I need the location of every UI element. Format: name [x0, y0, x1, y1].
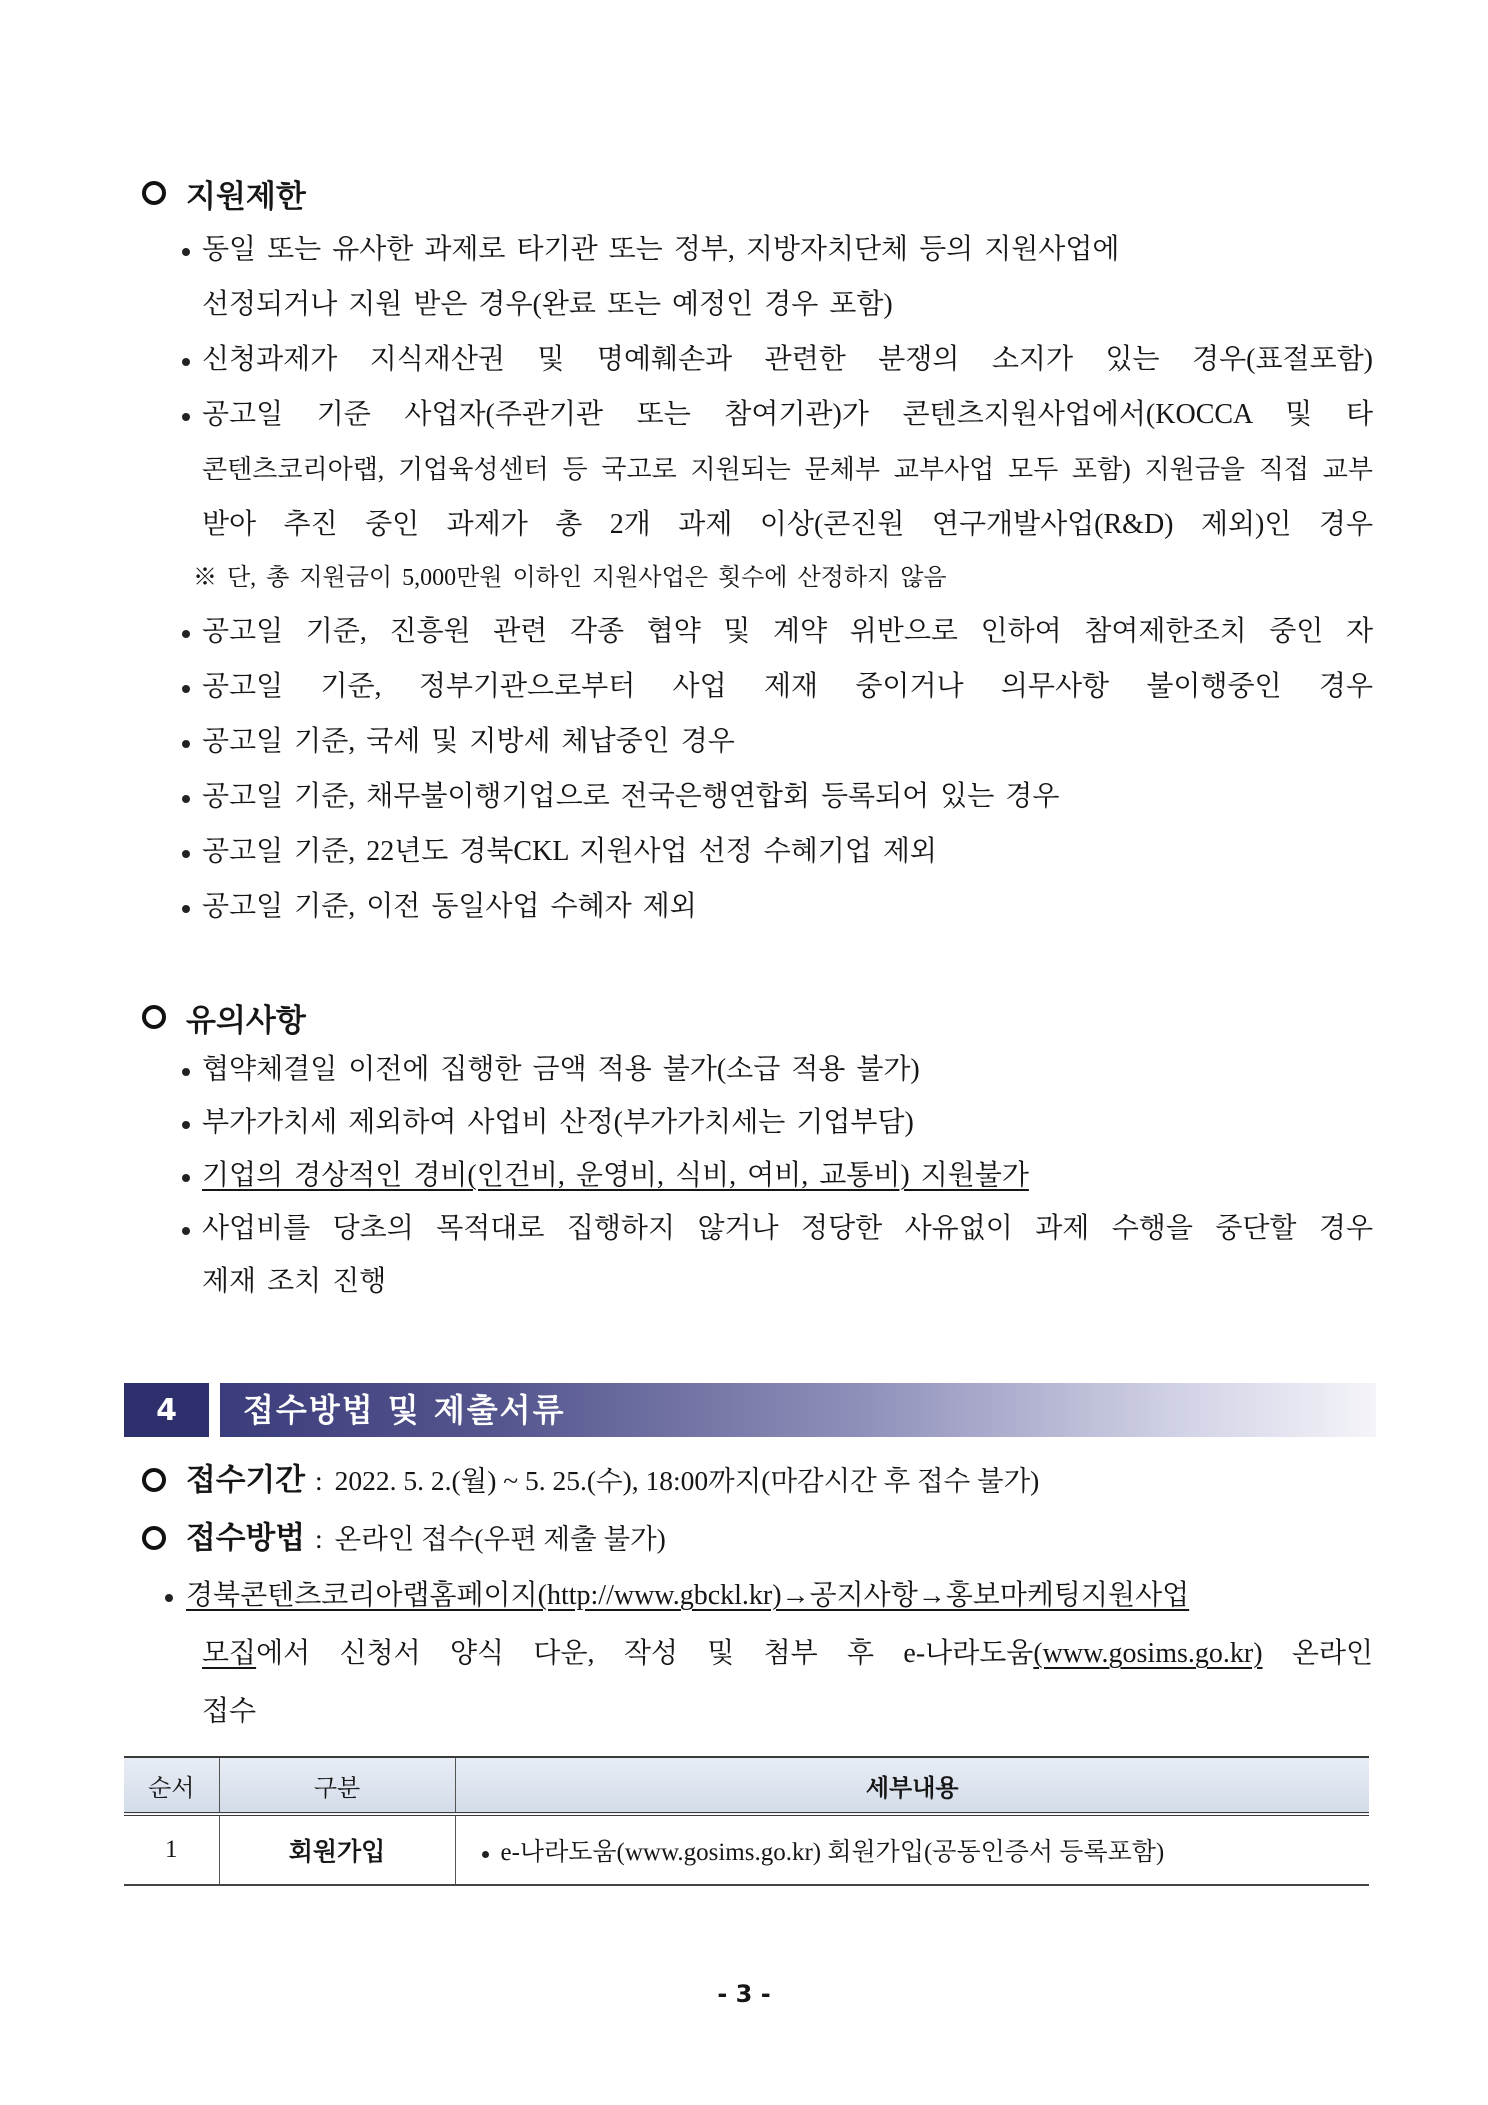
list-item-continuation — [175, 277, 1375, 332]
table-header — [124, 1757, 1369, 1814]
submission-period-row — [142, 1455, 1376, 1505]
list-item-text: 공고일 기준, 22년도 경북CKL 지원사업 선정 수혜기업 제외 — [202, 836, 937, 867]
cell-order: 1 — [124, 1814, 219, 1885]
bullet-dot-icon — [182, 1174, 190, 1182]
list-item-text: 콘텐츠코리아랩, 기업육성센터 등 국고로 지원되는 문체부 교부사업 모두 포함) 지원금을 직접 교부 — [202, 455, 1373, 484]
label-separator: : — [315, 1523, 323, 1554]
list-item — [175, 879, 1375, 934]
list-item-text: 받아 추진 중인 과제가 총 2개 과제 이상(콘진원 연구개발사업(R&D) 제외)인 경우 — [202, 509, 1373, 540]
cell-detail — [455, 1814, 1369, 1885]
bullet-dot-icon — [165, 1594, 173, 1602]
list-item-continuation — [175, 497, 1375, 552]
submission-method-row — [142, 1513, 1376, 1563]
homepage-path-text: 경북콘텐츠코리아랩홈페이지(http://www.gbckl.kr)→공지사항→홍보마케팅지원사업 — [186, 1580, 1190, 1611]
list-item-text: 공고일 기준, 진흥원 관련 각종 협약 및 계약 위반으로 인하여 참여제한조치 중인 자 — [202, 616, 1373, 647]
table-row — [124, 1814, 1369, 1885]
heading-text: 지원제한 — [186, 178, 306, 215]
list-item — [175, 659, 1375, 714]
list-item — [175, 222, 1375, 277]
list-item-text: 공고일 기준, 정부기관으로부터 사업 제재 중이거나 의무사항 불이행중인 경우 — [202, 671, 1373, 702]
list-item — [175, 1149, 1375, 1202]
gosims-url-text: (www.gosims.go.kr) — [1033, 1638, 1263, 1669]
list-item-text: 부가가치세 제외하여 사업비 산정(부가가치세는 기업부담) — [202, 1107, 914, 1138]
list-item — [175, 714, 1375, 769]
bullet-dot-icon — [182, 905, 190, 913]
bullet-dot-icon — [182, 795, 190, 803]
list-item-continuation — [175, 442, 1375, 497]
submission-method-text — [186, 1513, 1376, 1563]
section-heading-cautions — [142, 994, 306, 1040]
note-text: ※ 단, 총 지원금이 5,000만원 이하인 지원사업은 횟수에 산정하지 않음 — [193, 565, 947, 591]
bullet-dot-icon — [182, 413, 190, 421]
section-title-bar: 접수방법 및 제출서류 — [220, 1383, 1376, 1437]
instruction-text: 에서 신청서 양식 다운, 작성 및 첨부 후 e-나라도움 — [256, 1638, 1034, 1669]
instruction-line — [202, 1625, 1373, 1683]
list-item — [175, 604, 1375, 659]
list-item-continuation — [175, 1255, 1375, 1308]
list-item — [175, 769, 1375, 824]
list-item-text: 공고일 기준, 국세 및 지방세 체납중인 경우 — [202, 726, 735, 757]
label-separator: : — [315, 1465, 323, 1496]
submission-instructions — [155, 1567, 1375, 1741]
submission-method-value: 온라인 접수(우편 제출 불가) — [334, 1523, 666, 1554]
list-item-continuation — [155, 1625, 1375, 1683]
submission-period-text — [186, 1455, 1376, 1505]
list-item-text-wrapper — [202, 1149, 1373, 1202]
bullet-dot-icon — [182, 358, 190, 366]
list-item — [175, 824, 1375, 879]
bullet-dot-icon — [182, 1121, 190, 1129]
column-header-category: 구분 — [219, 1757, 455, 1814]
table-header-row — [124, 1757, 1369, 1814]
column-header-detail: 세부내용 — [455, 1757, 1369, 1814]
table-body — [124, 1814, 1369, 1885]
list-item-text: 사업비를 당초의 목적대로 집행하지 않거나 정당한 사유없이 과제 수행을 중단할 경우 — [202, 1213, 1373, 1244]
submission-period-value: 2022. 5. 2.(월) ~ 5. 25.(수), 18:00까지(마감시간 후 접수 불가) — [334, 1465, 1040, 1496]
list-item-text: 제재 조치 진행 — [202, 1266, 387, 1297]
heading-text: 유의사항 — [186, 1002, 306, 1039]
list-item — [155, 1567, 1375, 1625]
list-item-text: 협약체결일 이전에 집행한 금액 적용 불가(소급 적용 불가) — [202, 1054, 920, 1085]
list-item — [175, 1043, 1375, 1096]
note-row — [175, 552, 1375, 604]
list-item — [175, 1202, 1375, 1255]
list-item-text: 선정되거나 지원 받은 경우(완료 또는 예정인 경우 포함) — [202, 289, 893, 320]
underlined-text: 모집 — [202, 1638, 257, 1669]
circle-bullet-icon — [142, 1526, 166, 1550]
bullet-dot-icon — [182, 630, 190, 638]
cell-detail-text: e-나라도움(www.gosims.go.kr) 회원가입(공동인증서 등록포함) — [500, 1839, 1165, 1866]
circle-bullet-icon — [142, 1468, 166, 1492]
list-item-text: 공고일 기준, 채무불이행기업으로 전국은행연합회 등록되어 있는 경우 — [202, 781, 1060, 812]
cautions-list — [175, 1043, 1375, 1308]
list-item — [175, 387, 1375, 442]
procedure-table — [124, 1756, 1369, 1886]
bullet-dot-icon — [182, 740, 190, 748]
list-item-text: 공고일 기준, 이전 동일사업 수혜자 제외 — [202, 891, 697, 922]
page-number: - 3 - — [717, 1980, 771, 2008]
bullet-dot-icon — [182, 850, 190, 858]
instruction-text: 온라인 — [1262, 1638, 1373, 1669]
instruction-line — [186, 1567, 1373, 1625]
list-item — [175, 1096, 1375, 1149]
circle-bullet-icon — [142, 1005, 166, 1029]
list-item-text: 동일 또는 유사한 과제로 타기관 또는 정부, 지방자치단체 등의 지원사업에 — [202, 234, 1120, 265]
section-number-badge: 4 — [124, 1383, 209, 1437]
bullet-dot-icon — [182, 248, 190, 256]
restriction-list — [175, 222, 1375, 934]
bullet-dot-icon — [482, 1851, 489, 1858]
submission-method-label: 접수방법 — [186, 1520, 305, 1556]
list-item-text: 공고일 기준 사업자(주관기관 또는 참여기관)가 콘텐츠지원사업에서(KOCCA 및 타 — [202, 399, 1373, 430]
underlined-text: 기업의 경상적인 경비(인건비, 운영비, 식비, 여비, 교통비) 지원불가 — [202, 1160, 1029, 1191]
list-item-text: 신청과제가 지식재산권 및 명예훼손과 관련한 분쟁의 소지가 있는 경우(표절포함) — [202, 344, 1373, 375]
cell-category: 회원가입 — [219, 1814, 455, 1885]
instruction-line: 접수 — [202, 1696, 257, 1727]
column-header-order: 순서 — [124, 1757, 219, 1814]
bullet-dot-icon — [182, 1227, 190, 1235]
list-item-continuation — [155, 1683, 1375, 1741]
list-item — [175, 332, 1375, 387]
circle-bullet-icon — [142, 181, 166, 205]
bullet-dot-icon — [182, 685, 190, 693]
bullet-dot-icon — [182, 1068, 190, 1076]
submission-period-label: 접수기간 — [186, 1462, 305, 1498]
section-heading-restrictions — [142, 170, 306, 216]
